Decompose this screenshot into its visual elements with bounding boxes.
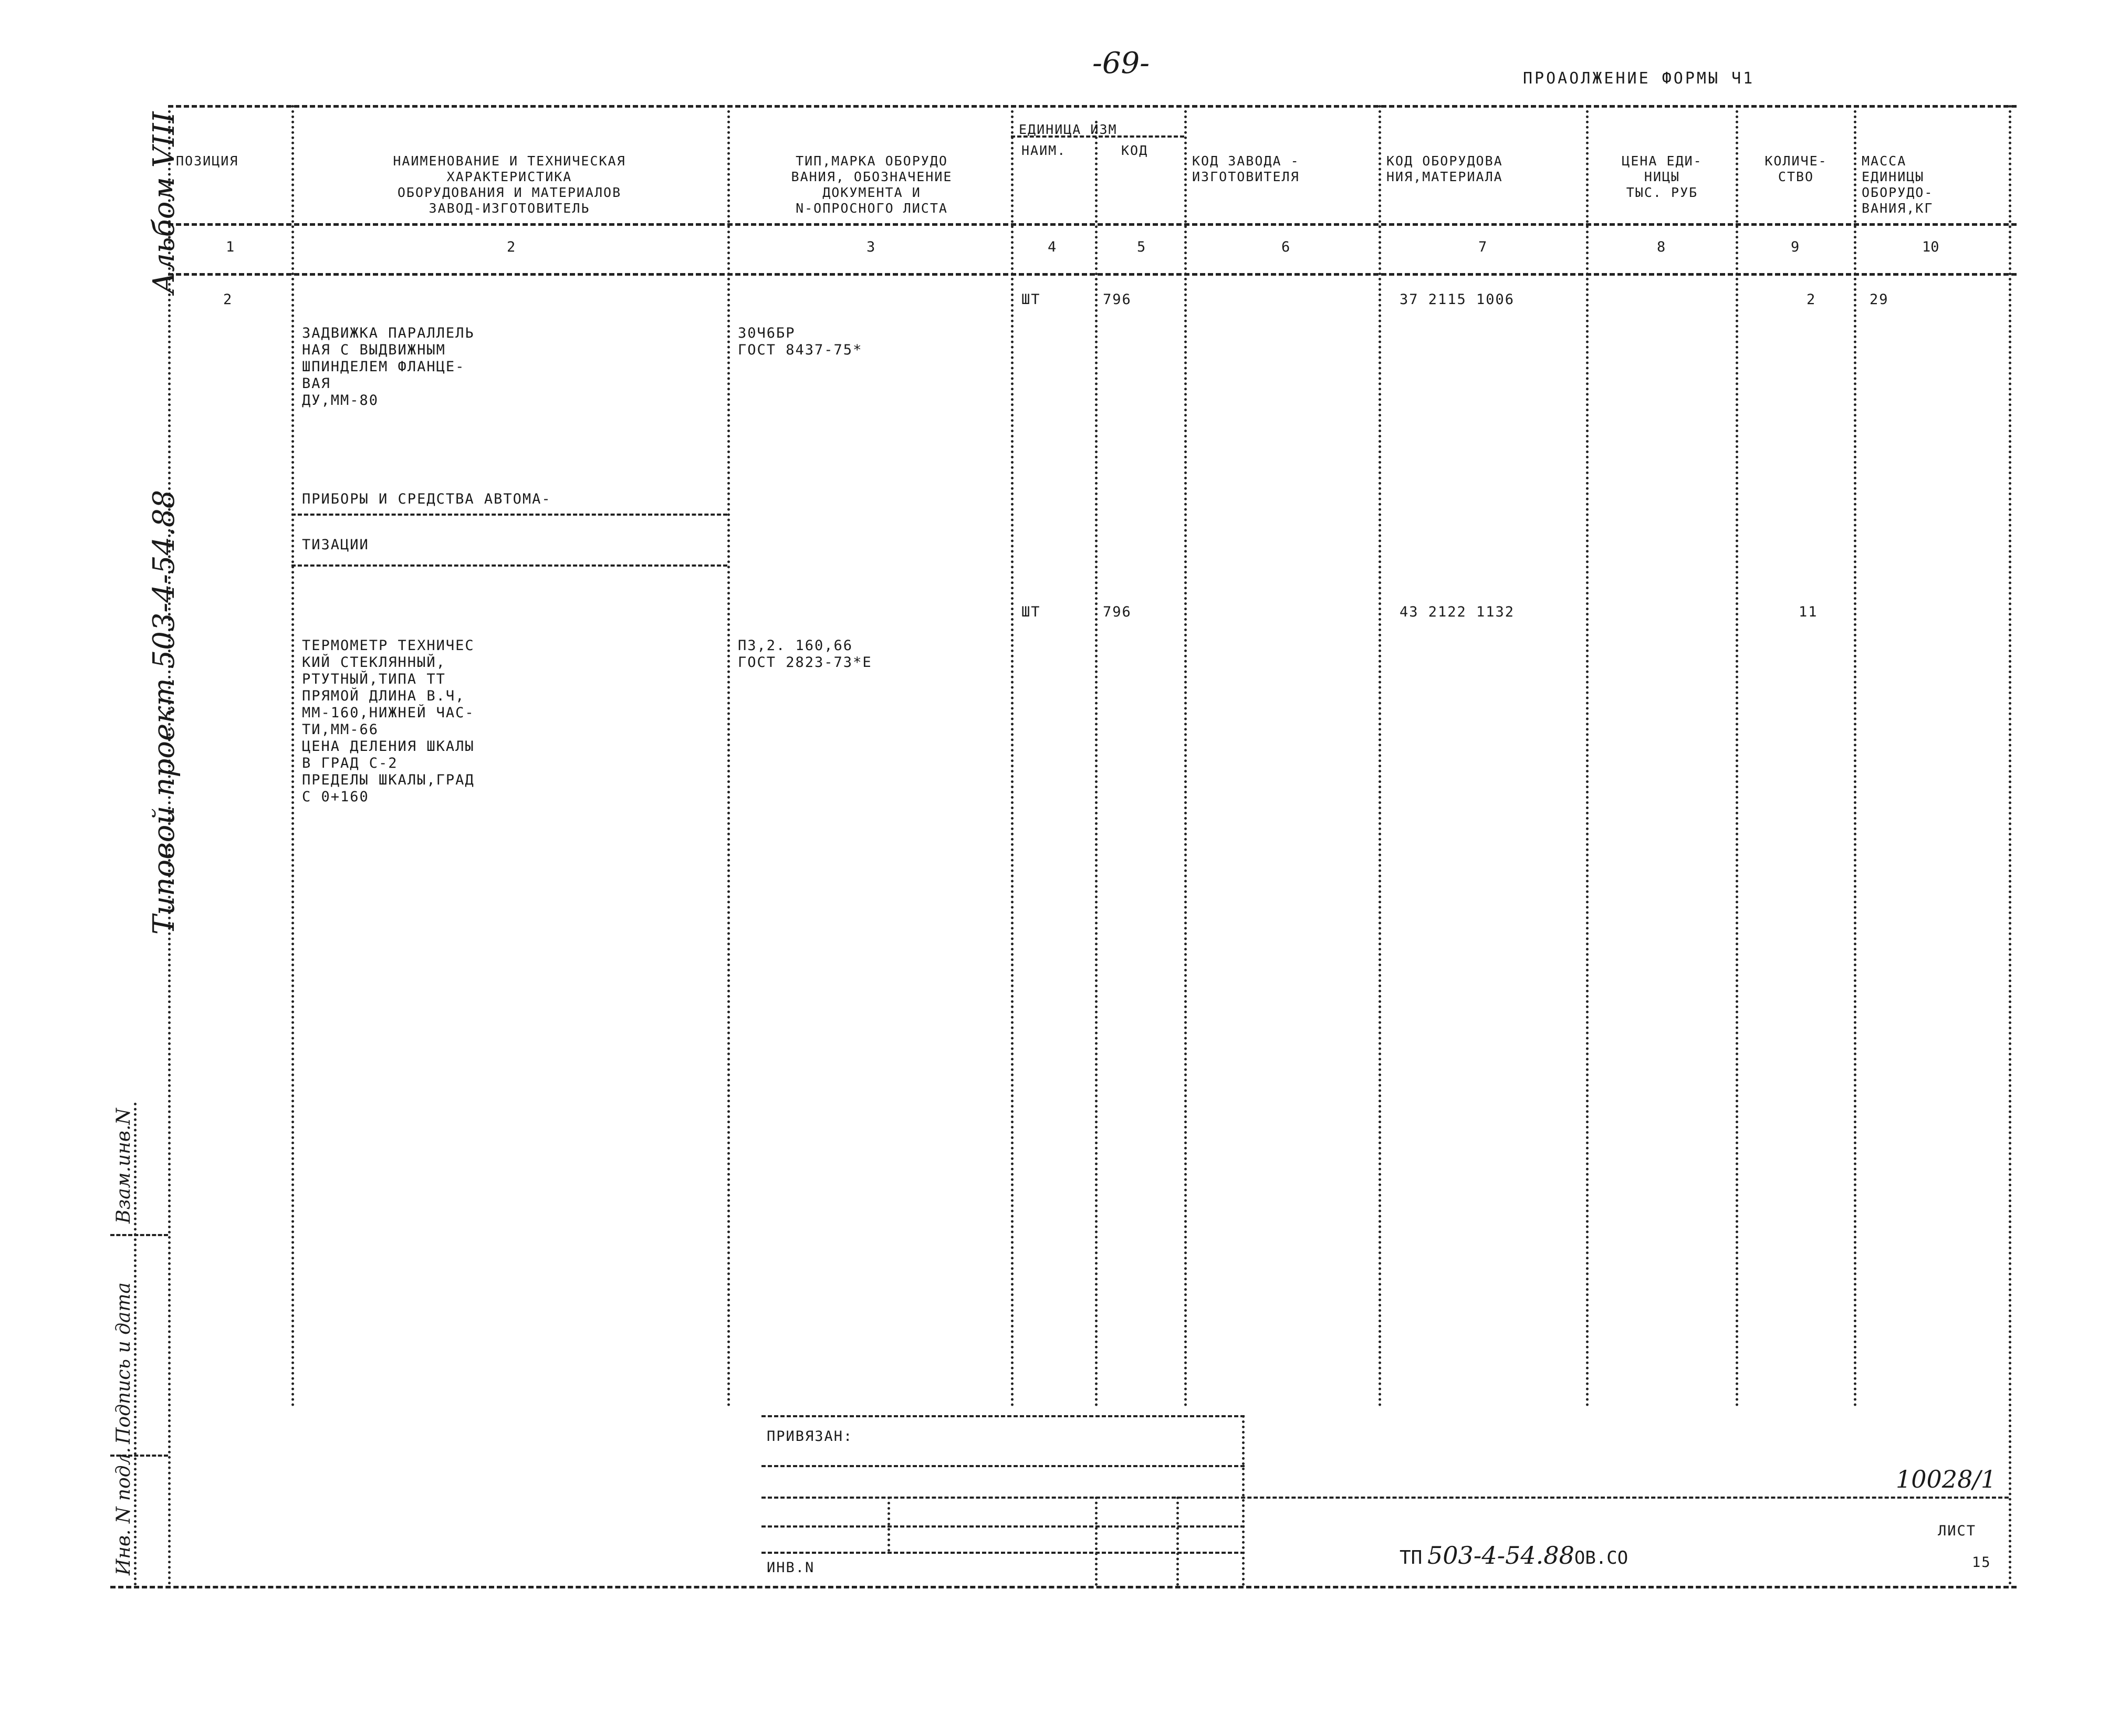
header-col7: КОД ОБОРУДОВА НИЯ,МАТЕРИАЛА (1386, 153, 1503, 184)
col-sep-7 (1586, 105, 1589, 1407)
row2-unit: ШТ (1021, 604, 1041, 620)
stamp-top-rule (761, 1415, 1245, 1417)
row2-quantity: 11 (1799, 604, 1818, 620)
header-col3: ТИП,МАРКА ОБОРУДО ВАНИЯ, ОБОЗНАЧЕНИЕ ДОКУМЕНТА И N-ОПРОСНОГО ЛИСТА (791, 153, 953, 216)
row1-type: 30Ч6БР ГОСТ 8437-75* (738, 325, 863, 358)
header-col10: МАССА ЕДИНИЦЫ ОБОРУДО- ВАНИЯ,КГ (1862, 153, 1934, 216)
col-number-6: 6 (1281, 239, 1290, 255)
col-number-10: 10 (1922, 239, 1939, 255)
section-heading-line1: ПРИБОРЫ И СРЕДСТВА АВТОМА- (302, 491, 551, 507)
album-label: Альбом VIII (147, 111, 181, 294)
sheet-label: ЛИСТ (1938, 1523, 1977, 1539)
header-col6: КОД ЗАВОДА - ИЗГОТОВИТЕЛЯ (1192, 153, 1300, 184)
row1-name: ЗАДВИЖКА ПАРАЛЛЕЛЬ НАЯ С ВЫДВИЖНЫМ ШПИНДЕЛЕМ ФЛАНЦЕ- ВАЯ ДУ,ММ-80 (302, 325, 475, 409)
frame-bottom-rule (110, 1586, 2017, 1588)
stamp-bound-label: ПРИВЯЗАН: (767, 1428, 853, 1445)
row1-position: 2 (223, 291, 233, 308)
col-sep-8 (1736, 105, 1738, 1407)
stamp-right-rule (1242, 1415, 1245, 1586)
colnum-bottom-rule (168, 273, 2017, 276)
document-code: ТП 503-4-54.88ОВ.СО (1400, 1541, 1628, 1570)
row1-mass: 29 (1870, 291, 1889, 308)
row1-unit-code: 796 (1103, 291, 1132, 308)
col-number-9: 9 (1791, 239, 1800, 255)
stamp-replace-label: Взам.инв.N (113, 1108, 134, 1223)
continuation-title: ПРОАОЛЖЕНИЕ ФОРМЫ Ч1 (1523, 69, 1755, 88)
row2-unit-code: 796 (1103, 604, 1132, 620)
col-sep-3 (1011, 105, 1014, 1407)
header-col8: ЦЕНА ЕДИ- НИЦЫ ТЫС. РУБ (1622, 153, 1703, 200)
col-number-3: 3 (866, 239, 875, 255)
header-col9: КОЛИЧЕ- СТВО (1765, 153, 1828, 184)
col-number-4: 4 (1048, 239, 1057, 255)
stamp-sign-label: Подпись и дата (113, 1282, 134, 1444)
header-col2: НАИМЕНОВАНИЕ И ТЕХНИЧЕСКАЯ ХАРАКТЕРИСТИКА ОБОРУДОВАНИЯ И МАТЕРИАЛОВ ЗАВОД-ИЗГОТОВИТЕЛЬ (393, 153, 626, 216)
section-rule-1 (291, 514, 727, 516)
sheet-number: 15 (1972, 1554, 1991, 1571)
section-heading-line2: ТИЗАЦИИ (302, 537, 369, 553)
stamp-inner-rule-2 (1095, 1497, 1098, 1586)
col-sep-1 (291, 105, 294, 1407)
col-sep-9 (1854, 105, 1856, 1407)
row1-equipment-code: 37 2115 1006 (1400, 291, 1515, 308)
order-number: 10028/1 (1896, 1465, 1997, 1493)
stamp-inv-label: ИНВ.N (767, 1560, 815, 1576)
section-rule-2 (291, 564, 727, 567)
col-number-5: 5 (1137, 239, 1146, 255)
col-number-7: 7 (1478, 239, 1487, 255)
page-number: -69- (1092, 46, 1150, 80)
stamp-rule-2 (761, 1465, 1245, 1467)
col-number-8: 8 (1657, 239, 1666, 255)
stamp-rule-5 (761, 1552, 1245, 1554)
col-sep-5 (1184, 105, 1187, 1407)
col-sep-6 (1379, 105, 1381, 1407)
stamp-divider-1 (110, 1234, 168, 1236)
frame-right-rule (2009, 105, 2011, 1586)
stamp-rule-3 (761, 1497, 2009, 1499)
project-label: Типовой проект 503-4-54.88 (147, 489, 181, 935)
row2-type: П3,2. 160,66 ГОСТ 2823-73*Е (738, 637, 872, 671)
header-col5: КОД (1121, 143, 1149, 158)
stamp-inner-rule-3 (1176, 1497, 1179, 1586)
row2-name: ТЕРМОМЕТР ТЕХНИЧЕС КИЙ СТЕКЛЯННЫЙ, РТУТНЫЙ,ТИПА ТТ ПРЯМОЙ ДЛИНА В.Ч, ММ-160,НИЖНЕЙ ЧАС- ТИ,ММ-66 ЦЕНА ДЕЛЕНИЯ ШКАЛЫ В ГРАД С-2 ПРЕДЕЛЫ ШКАЛЫ,ГРАД С 0+160 (302, 637, 475, 805)
col-number-2: 2 (507, 239, 516, 255)
header-col4: НАИМ. (1021, 143, 1067, 158)
stamp-inv-original-label: Инв. N подл. (113, 1447, 134, 1575)
frame-top-rule (168, 105, 2017, 108)
row2-equipment-code: 43 2122 1132 (1400, 604, 1515, 620)
col-sep-4 (1095, 121, 1098, 1407)
stamp-rule-4 (761, 1525, 1245, 1528)
header-col1: ПОЗИЦИЯ (176, 153, 239, 169)
header-unit: ЕДИНИЦА ИЗМ (1019, 122, 1118, 137)
col-number-1: 1 (226, 239, 235, 255)
row1-quantity: 2 (1807, 291, 1816, 308)
stamp-inner-rule-1 (888, 1497, 890, 1552)
row1-unit: ШТ (1021, 291, 1041, 308)
col-sep-2 (727, 105, 730, 1407)
